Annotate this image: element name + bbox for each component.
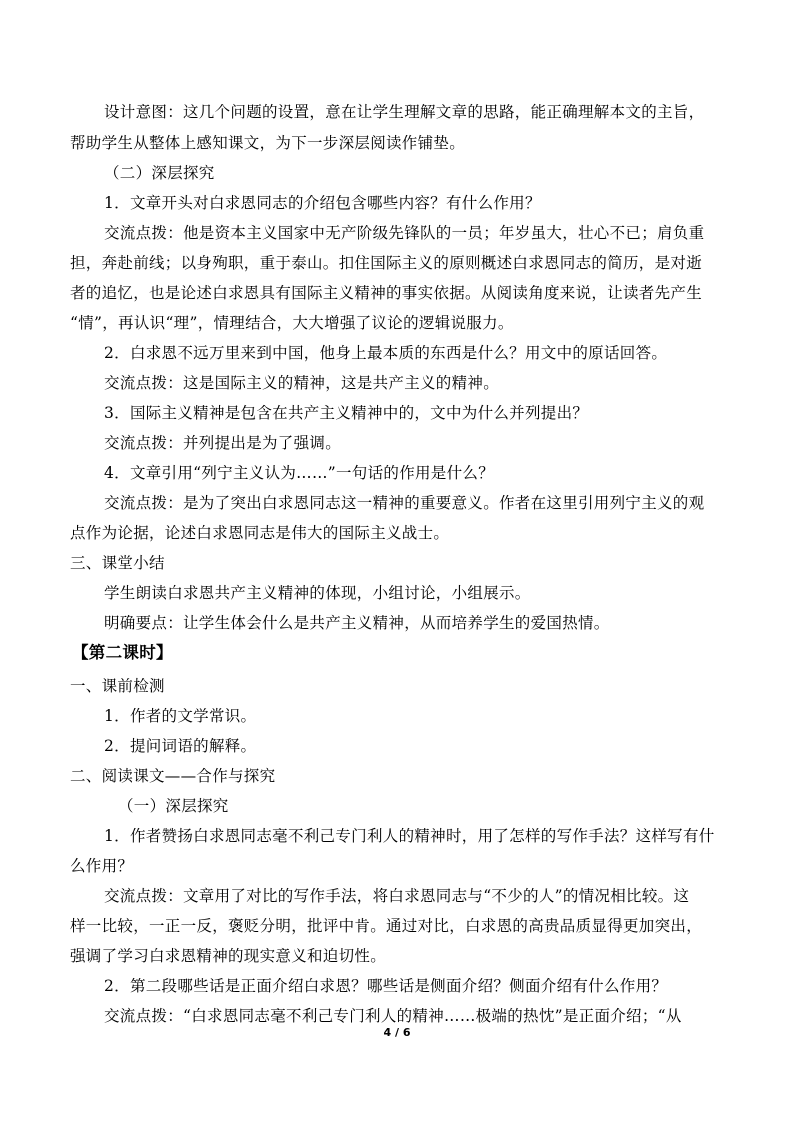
paragraph-line: 者的追忆，也是论述白求恩具有国际主义精神的事实依据。从阅读角度来说，让读者先产生 (70, 284, 703, 302)
paragraph-line: 交流点拨：这是国际主义的精神，这是共产主义的精神。 (104, 374, 500, 392)
question-item: 1．作者赞扬白求恩同志毫不利己专门利人的精神时，用了怎样的写作手法？这样写有什 (104, 827, 715, 845)
section-heading: 二、阅读课文——合作与探究 (70, 767, 276, 785)
paragraph-line: 样一比较，一正一反，褒贬分明，批评中肯。通过对比，白求恩的高贵品质显得更加突出， (70, 917, 703, 935)
question-item: 1．文章开头对白求恩同志的介绍包含哪些内容？有什么作用？ (104, 194, 541, 212)
section-heading: 三、课堂小结 (70, 554, 165, 572)
paragraph-line: 交流点拨：文章用了对比的写作手法，将白求恩同志与“不少的人”的情况相比较。这 (104, 887, 690, 905)
list-item: 1．作者的文学常识。 (104, 707, 257, 725)
paragraph-line: 强调了学习白求恩精神的现实意义和迫切性。 (70, 947, 387, 965)
paragraph-line: 交流点拨：“白求恩同志毫不利己专门利人的精神……极端的热忱”是正面介绍；“从 (104, 1007, 682, 1025)
paragraph-line: 帮助学生从整体上感知课文，为下一步深层阅读作铺垫。 (70, 134, 466, 152)
paragraph-line: 点作为论据，论述白求恩同志是伟大的国际主义战士。 (70, 524, 450, 542)
paragraph-line: 么作用？ (70, 857, 134, 875)
section-heading: （二）深层探究 (104, 164, 215, 182)
paragraph-line: 担，奔赴前线；以身殉职，重于泰山。扣住国际主义的原则概述白求恩同志的简历，是对逝 (70, 254, 703, 272)
question-item: 3．国际主义精神是包含在共产主义精神中的，文中为什么并列提出？ (104, 404, 589, 422)
paragraph-line: 交流点拨：是为了突出白求恩同志这一精神的重要意义。作者在这里引用列宁主义的观 (104, 494, 705, 512)
question-item: 2．白求恩不远万里来到中国，他身上最本质的东西是什么？用文中的原话回答。 (104, 344, 668, 362)
section-heading: 一、课前检测 (70, 677, 165, 695)
question-item: 4．文章引用“列宁主义认为……”一句话的作用是什么？ (104, 464, 495, 482)
paragraph-line: 学生朗读白求恩共产主义精神的体现，小组讨论，小组展示。 (104, 584, 531, 602)
question-item: 2．第二段哪些话是正面介绍白求恩？哪些话是侧面介绍？侧面介绍有什么作用？ (104, 977, 668, 995)
list-item: 2．提问词语的解释。 (104, 737, 257, 755)
page-number: 4 / 6 (383, 1026, 411, 1039)
paragraph-line: 交流点拨：并列提出是为了强调。 (104, 434, 342, 452)
paragraph-line: 明确要点：让学生体会什么是共产主义精神，从而培养学生的爱国热情。 (104, 614, 610, 632)
section-heading: （一）深层探究 (118, 797, 229, 815)
paragraph-line: “情”，再认识“理”，情理结合，大大增强了议论的逻辑说服力。 (70, 314, 514, 332)
paragraph-line: 交流点拨：他是资本主义国家中无产阶级先锋队的一员；年岁虽大，壮心不已；肩负重 (104, 224, 705, 242)
paragraph-line: 设计意图：这几个问题的设置，意在让学生理解文章的思路，能正确理解本文的主旨， (104, 103, 705, 121)
lesson-heading: 【第二课时】 (72, 643, 173, 662)
